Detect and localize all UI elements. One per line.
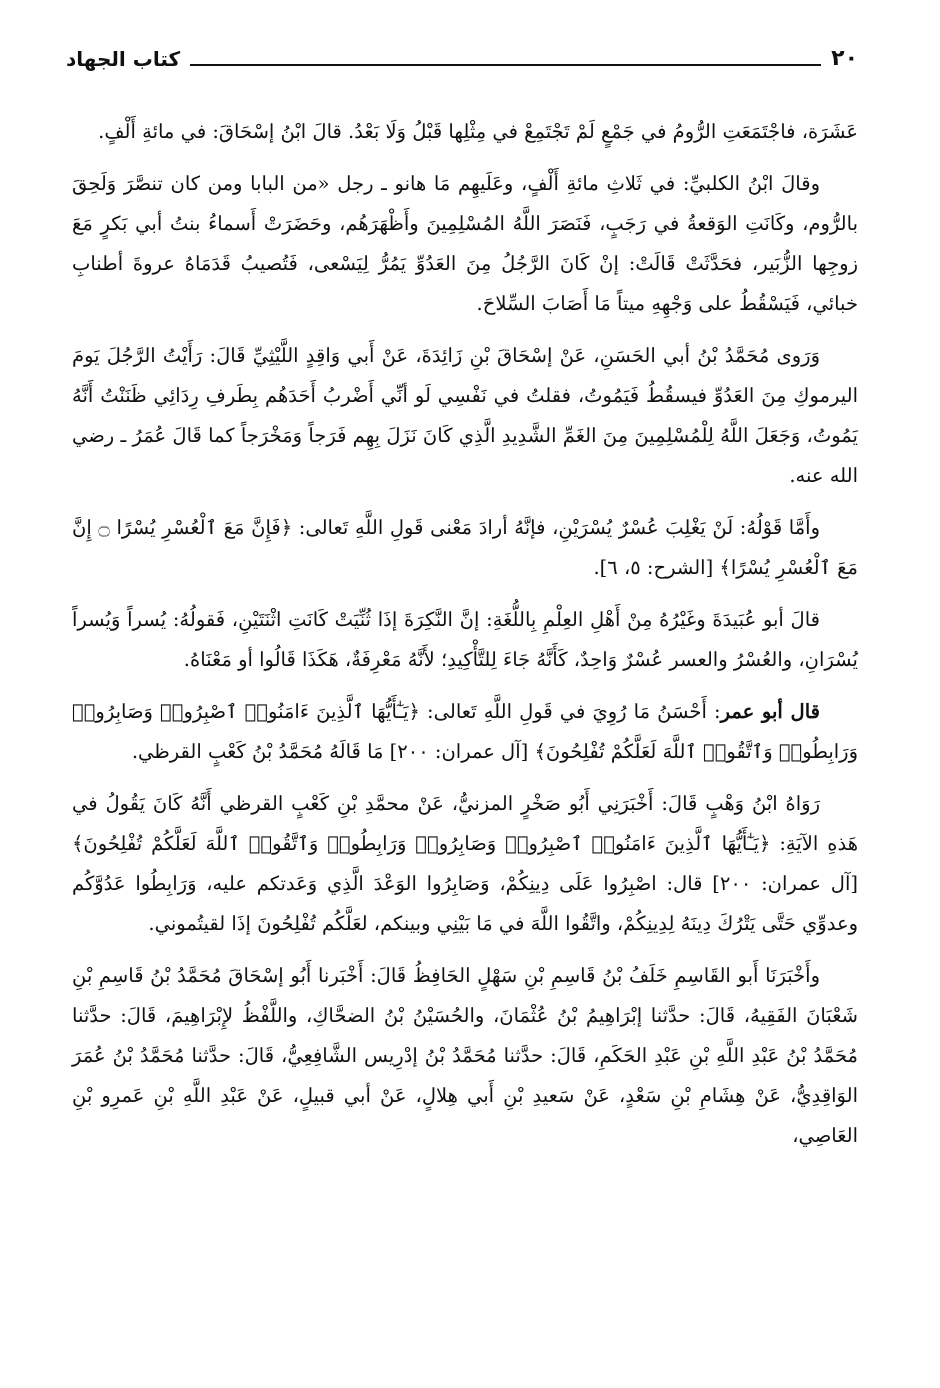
paragraph-text: رَوَاهُ ابْنُ وَهْبٍ قَالَ: أَخْبَرَنِي أَبُو صَخْرٍ المزنيُّ، عَنْ محمَّدِ بْنِ كَعْبٍ القرظي أَنَّهُ كَانَ يَقُولُ في هَذهِ الآيَةِ: ﴿يَـٰٓأَيُّهَا ٱلَّذِينَ ءَامَنُوا۟ ٱصْبِرُوا۟ وَصَابِرُوا۟ وَرَابِطُوا۟ وَٱتَّقُوا۟ ٱللَّهَ لَعَلَّكُمْ تُفْلِحُونَ﴾ [آل عمران: ٢٠٠] قال: اصْبِرُوا عَلَى دِينِكُمْ، وَصَابِرُوا الوَعْدَ الَّذِي وَعَدتكم عليه، وَرَابِطُوا عَدُوَّكُم وعدوِّي حَتَّى يَتْرُكَ دِينَهُ لِدِينِكُمْ، واتَّقُوا اللَّهَ في مَا بَيْنِي وبينكم، لعَلَّكُم تُفْلِحُونَ إذَا لقيتُموني. xyxy=(72,792,858,935)
paragraph xyxy=(72,692,858,772)
paragraph xyxy=(72,336,858,496)
paragraph-text: قالَ أبو عُبَيدَةَ وغَيْرُهُ مِنْ أَهْلِ العِلْمِ بِاللُّغَةِ: إنَّ النَّكِرَةَ إذَا ثُنِّيَتْ كَانَتِ اثْنَتَيْنِ، فَقولُهُ: يُسراً وَيُسراً يُسْرَانِ، والعُسْرُ والعسر عُسْرٌ وَاحِدٌ، كَأَنَّهُ جَاءَ لِلتَّأْكِيدِ؛ لأَنَّهُ مَعْرِفَةٌ، هَكَذَا قَالُوا أو مَعْنَاهُ. xyxy=(72,608,858,671)
paragraph-text: عَشَرَة، فاجْتَمَعَتِ الرُّومُ في جَمْعٍ لَمْ تَجْتَمِعْ في مِثْلِها قَبْلُ وَلَا بَعْدُ. قالَ ابْنُ إسْحَاقَ: في مائةِ أَلْفٍ. xyxy=(98,120,858,143)
paragraph-text: وَرَوى مُحَمَّدُ بْنُ أبي الحَسَنِ، عَنْ إسْحَاقَ بْنِ زَائِدَةَ، عَنْ أَبي وَاقِدٍ اللَّيْثِيِّ قَالَ: رَأَيْتُ الرَّجُلَ يَومَ اليرموكِ مِنَ العَدُوِّ فيسقُطُ فَيَمُوتُ، فقلتُ في نَفْسِي لَو أنِّي أَضْربُ أَحَدَهُم بِطَرفِ رِدَائِي ظَنَنْتُ أَنَّهُ يَمُوتُ، وَجَعَلَ اللَّهُ لِلْمُسْلِمِينَ مِنَ الغَمِّ الشَّدِيدِ الَّذِي كَانَ نَزَلَ بِهِم فَرَجاً وَمَخْرَجاً كما قَالَ عُمَرُ ـ رضي الله عنه. xyxy=(72,344,858,487)
main-text xyxy=(72,112,858,1156)
speaker-label: قال أبو عمر xyxy=(720,700,820,723)
paragraph xyxy=(72,508,858,588)
paragraph-text: : أَحْسَنُ مَا رُوِيَ في قَولِ اللَّهِ تَعالى: ﴿يَـٰٓأَيُّهَا ٱلَّذِينَ ءَامَنُوا۟ ٱصْبِرُوا۟ وَصَابِرُوا۟ وَرَابِطُوا۟ وَٱتَّقُوا۟ ٱللَّهَ لَعَلَّكُمْ تُفْلِحُونَ﴾ [آل عمران: ٢٠٠] مَا قَالَهُ مُحَمَّدُ بْنُ كَعْبٍ القرظي. xyxy=(72,700,858,763)
paragraph xyxy=(72,956,858,1156)
paragraph-text: وأَمَّا قَوْلُهُ: لَنْ يَغْلِبَ عُسْرٌ يُسْرَيْنِ، فإنَّهُ أرادَ مَعْنى قَولِ اللَّهِ تَعالى: ﴿فَإِنَّ مَعَ ٱلْعُسْرِ يُسْرًا ۝ إِنَّ مَعَ ٱلْعُسْرِ يُسْرًا﴾ [الشرح: ٥، ٦]. xyxy=(72,516,858,579)
page-header xyxy=(66,44,858,74)
header-rule xyxy=(190,64,821,66)
paragraph-text: وقالَ ابْنُ الكلبيِّ: في ثَلاثِ مائةِ أَلْفٍ، وعَلَيهِم مَا هانو ـ رجل «من البابا ومن كان تنصَّرَ وَلَحِقَ بالرُّوم، وكَانَتِ الوَقعةُ في رَجَبٍ، فَنَصَرَ اللَّهُ المُسْلِمِينَ وأَظْهَرَهُم، وحَضَرَتْ أَسماءُ بنتُ أبي بَكرٍ مَعَ زوجِها الزُّبَير، فحَدَّثَتْ قَالَتْ: إنْ كَانَ الرَّجُلُ مِنَ العَدُوِّ يَمُرُّ لِيَسْعى، فَتُصيبُ قَدَمَاهُ عروةَ أطنابِ خبائي، فَيَسْقُطُ على وَجْهِهِ ميتاً مَا أَصَابَ السِّلاحَ. xyxy=(72,172,858,315)
paragraph xyxy=(72,600,858,680)
paragraph xyxy=(72,112,858,152)
book-title: كتاب الجهاد xyxy=(66,47,181,71)
paragraph xyxy=(72,784,858,944)
page-number: ٢٠ xyxy=(831,46,858,71)
paragraph-text: وأَخْبَرَنَا أَبو القَاسِمِ خَلَفُ بْنُ قَاسِمِ بْنِ سَهْلٍ الحَافِظُ قَالَ: أَخْبَرنا أَبُو إسْحَاقَ مُحَمَّدُ بْنُ قَاسِمِ بْنِ شَعْبَانَ الفَقِيهُ، قَالَ: حدَّثنا إبْرَاهِيمُ بْنُ عُثْمَانَ، والحُسَيْنُ بْنُ الضحَّاكِ، واللَّفْظُ لإِبْرَاهِيمَ، قَالَ: حدَّثنا مُحَمَّدُ بْنُ عَبْدِ اللَّهِ بْنِ عَبْدِ الحَكَمِ، قَالَ: حدَّثنا مُحَمَّدُ بْنُ إدْرِيس الشَّافِعِيُّ، قَالَ: حدَّثنا مُحَمَّدُ بْنُ عُمَرَ الوَاقِدِيُّ، عَنْ هِشَامِ بْنِ سَعْدٍ، عَنْ سَعيدِ بْنِ أَبي هِلالٍ، عَنْ أبي قبيلٍ، عَنْ عَبْدِ اللَّهِ بْنِ عَمرِو بْنِ العَاصِي، xyxy=(72,964,858,1147)
paragraph xyxy=(72,164,858,324)
